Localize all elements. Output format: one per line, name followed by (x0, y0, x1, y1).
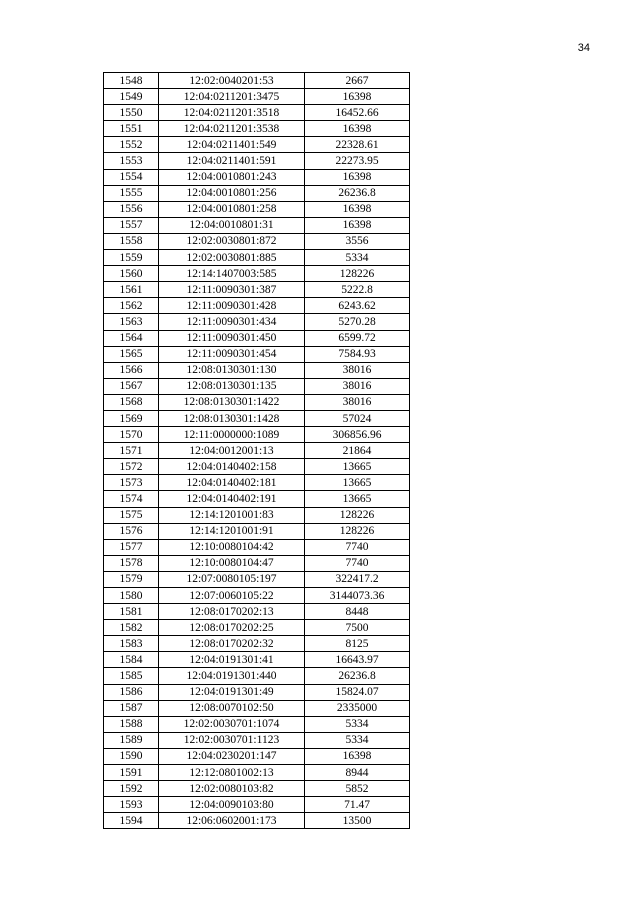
value-cell: 22328.61 (305, 137, 410, 153)
cadastral-number-cell: 12:04:0191301:41 (159, 652, 305, 668)
row-number-cell: 1584 (104, 652, 159, 668)
cadastral-number-cell: 12:04:0191301:49 (159, 684, 305, 700)
value-cell: 8125 (305, 636, 410, 652)
value-cell: 6599.72 (305, 330, 410, 346)
value-cell: 22273.95 (305, 153, 410, 169)
table-row (104, 668, 410, 684)
value-cell: 128226 (305, 266, 410, 282)
cadastral-number-cell: 12:08:0130301:1422 (159, 394, 305, 410)
table-row (104, 620, 410, 636)
cadastral-number-cell: 12:11:0090301:434 (159, 314, 305, 330)
value-cell: 5852 (305, 781, 410, 797)
table-row (104, 346, 410, 362)
row-number-cell: 1558 (104, 233, 159, 249)
value-cell: 13665 (305, 459, 410, 475)
row-number-cell: 1590 (104, 748, 159, 764)
row-number-cell: 1589 (104, 732, 159, 748)
cadastral-number-cell: 12:02:0030801:885 (159, 250, 305, 266)
row-number-cell: 1586 (104, 684, 159, 700)
value-cell: 5270.28 (305, 314, 410, 330)
cadastral-number-cell: 12:04:0211201:3518 (159, 105, 305, 121)
cadastral-number-cell: 12:08:0170202:13 (159, 604, 305, 620)
cadastral-number-cell: 12:02:0040201:53 (159, 73, 305, 89)
table-row (104, 201, 410, 217)
table-row (104, 588, 410, 604)
row-number-cell: 1569 (104, 410, 159, 426)
cadastral-number-cell: 12:04:0191301:440 (159, 668, 305, 684)
row-number-cell: 1554 (104, 169, 159, 185)
row-number-cell: 1591 (104, 765, 159, 781)
row-number-cell: 1587 (104, 700, 159, 716)
cadastral-number-cell: 12:02:0030801:872 (159, 233, 305, 249)
table-row (104, 153, 410, 169)
cadastral-number-cell: 12:11:0000000:1089 (159, 427, 305, 443)
table-row (104, 507, 410, 523)
cadastral-number-cell: 12:04:0010801:256 (159, 185, 305, 201)
row-number-cell: 1559 (104, 250, 159, 266)
value-cell: 306856.96 (305, 427, 410, 443)
row-number-cell: 1566 (104, 362, 159, 378)
cadastral-number-cell: 12:02:0080103:82 (159, 781, 305, 797)
cadastral-number-cell: 12:04:0140402:181 (159, 475, 305, 491)
table-row (104, 282, 410, 298)
table-row (104, 700, 410, 716)
value-cell: 3144073.36 (305, 588, 410, 604)
row-number-cell: 1570 (104, 427, 159, 443)
cadastral-number-cell: 12:06:0602001:173 (159, 813, 305, 829)
row-number-cell: 1592 (104, 781, 159, 797)
row-number-cell: 1593 (104, 797, 159, 813)
row-number-cell: 1550 (104, 105, 159, 121)
table-row (104, 378, 410, 394)
row-number-cell: 1561 (104, 282, 159, 298)
cadastral-number-cell: 12:04:0211201:3538 (159, 121, 305, 137)
row-number-cell: 1582 (104, 620, 159, 636)
table-row (104, 555, 410, 571)
value-cell: 5334 (305, 732, 410, 748)
table-row (104, 121, 410, 137)
cadastral-number-cell: 12:07:0060105:22 (159, 588, 305, 604)
row-number-cell: 1581 (104, 604, 159, 620)
cadastral-number-cell: 12:04:0012001:13 (159, 443, 305, 459)
value-cell: 16398 (305, 121, 410, 137)
row-number-cell: 1576 (104, 523, 159, 539)
value-cell: 16643.97 (305, 652, 410, 668)
table-row (104, 394, 410, 410)
row-number-cell: 1563 (104, 314, 159, 330)
table-row (104, 362, 410, 378)
page-number: 34 (577, 42, 590, 54)
row-number-cell: 1577 (104, 539, 159, 555)
cadastral-number-cell: 12:14:1201001:83 (159, 507, 305, 523)
value-cell: 2335000 (305, 700, 410, 716)
table-row (104, 652, 410, 668)
cadastral-number-cell: 12:04:0211401:549 (159, 137, 305, 153)
table-row (104, 748, 410, 764)
row-number-cell: 1588 (104, 716, 159, 732)
value-cell: 5334 (305, 250, 410, 266)
table-row (104, 410, 410, 426)
value-cell: 128226 (305, 507, 410, 523)
row-number-cell: 1572 (104, 459, 159, 475)
table-row (104, 813, 410, 829)
row-number-cell: 1552 (104, 137, 159, 153)
value-cell: 26236.8 (305, 185, 410, 201)
cadastral-number-cell: 12:12:0801002:13 (159, 765, 305, 781)
table-row (104, 89, 410, 105)
table-row (104, 250, 410, 266)
cadastral-number-cell: 12:14:1407003:585 (159, 266, 305, 282)
cadastral-number-cell: 12:14:1201001:91 (159, 523, 305, 539)
row-number-cell: 1579 (104, 571, 159, 587)
value-cell: 16398 (305, 748, 410, 764)
data-table (103, 72, 410, 829)
table-row (104, 233, 410, 249)
table-row (104, 523, 410, 539)
value-cell: 7740 (305, 555, 410, 571)
value-cell: 16452.66 (305, 105, 410, 121)
value-cell: 13665 (305, 475, 410, 491)
cadastral-number-cell: 12:04:0090103:80 (159, 797, 305, 813)
table-row (104, 330, 410, 346)
table-row (104, 684, 410, 700)
cadastral-number-cell: 12:11:0090301:450 (159, 330, 305, 346)
table-row (104, 459, 410, 475)
value-cell: 26236.8 (305, 668, 410, 684)
value-cell: 71.47 (305, 797, 410, 813)
value-cell: 322417.2 (305, 571, 410, 587)
row-number-cell: 1571 (104, 443, 159, 459)
row-number-cell: 1573 (104, 475, 159, 491)
table-row (104, 636, 410, 652)
table-row (104, 185, 410, 201)
cadastral-number-cell: 12:08:0170202:32 (159, 636, 305, 652)
cadastral-number-cell: 12:11:0090301:454 (159, 346, 305, 362)
cadastral-number-cell: 12:04:0230201:147 (159, 748, 305, 764)
row-number-cell: 1560 (104, 266, 159, 282)
row-number-cell: 1578 (104, 555, 159, 571)
cadastral-number-cell: 12:11:0090301:428 (159, 298, 305, 314)
value-cell: 16398 (305, 217, 410, 233)
table-body (104, 73, 410, 829)
row-number-cell: 1574 (104, 491, 159, 507)
cadastral-number-cell: 12:04:0010801:31 (159, 217, 305, 233)
row-number-cell: 1594 (104, 813, 159, 829)
table-row (104, 732, 410, 748)
cadastral-number-cell: 12:02:0030701:1123 (159, 732, 305, 748)
value-cell: 21864 (305, 443, 410, 459)
cadastral-number-cell: 12:04:0140402:191 (159, 491, 305, 507)
cadastral-number-cell: 12:08:0130301:130 (159, 362, 305, 378)
value-cell: 16398 (305, 201, 410, 217)
value-cell: 7584.93 (305, 346, 410, 362)
value-cell: 8944 (305, 765, 410, 781)
value-cell: 13500 (305, 813, 410, 829)
value-cell: 8448 (305, 604, 410, 620)
table-row (104, 491, 410, 507)
row-number-cell: 1556 (104, 201, 159, 217)
table-row (104, 571, 410, 587)
table-row (104, 266, 410, 282)
cadastral-number-cell: 12:04:0140402:158 (159, 459, 305, 475)
table-row (104, 797, 410, 813)
value-cell: 128226 (305, 523, 410, 539)
row-number-cell: 1583 (104, 636, 159, 652)
value-cell: 7740 (305, 539, 410, 555)
value-cell: 5334 (305, 716, 410, 732)
cadastral-number-cell: 12:10:0080104:42 (159, 539, 305, 555)
row-number-cell: 1557 (104, 217, 159, 233)
table-row (104, 137, 410, 153)
table-row (104, 781, 410, 797)
value-cell: 7500 (305, 620, 410, 636)
table-row (104, 443, 410, 459)
table-row (104, 765, 410, 781)
table-row (104, 73, 410, 89)
value-cell: 2667 (305, 73, 410, 89)
table-row (104, 716, 410, 732)
row-number-cell: 1585 (104, 668, 159, 684)
value-cell: 6243.62 (305, 298, 410, 314)
table-row (104, 217, 410, 233)
value-cell: 3556 (305, 233, 410, 249)
value-cell: 38016 (305, 362, 410, 378)
value-cell: 38016 (305, 378, 410, 394)
cadastral-number-cell: 12:10:0080104:47 (159, 555, 305, 571)
value-cell: 38016 (305, 394, 410, 410)
row-number-cell: 1553 (104, 153, 159, 169)
row-number-cell: 1564 (104, 330, 159, 346)
table-row (104, 475, 410, 491)
cadastral-number-cell: 12:08:0170202:25 (159, 620, 305, 636)
row-number-cell: 1568 (104, 394, 159, 410)
table-row (104, 427, 410, 443)
cadastral-number-cell: 12:04:0211201:3475 (159, 89, 305, 105)
row-number-cell: 1549 (104, 89, 159, 105)
cadastral-number-cell: 12:02:0030701:1074 (159, 716, 305, 732)
row-number-cell: 1580 (104, 588, 159, 604)
cadastral-number-cell: 12:11:0090301:387 (159, 282, 305, 298)
value-cell: 15824.07 (305, 684, 410, 700)
cadastral-number-cell: 12:07:0080105:197 (159, 571, 305, 587)
row-number-cell: 1575 (104, 507, 159, 523)
row-number-cell: 1567 (104, 378, 159, 394)
cadastral-number-cell: 12:04:0211401:591 (159, 153, 305, 169)
value-cell: 5222.8 (305, 282, 410, 298)
value-cell: 57024 (305, 410, 410, 426)
row-number-cell: 1548 (104, 73, 159, 89)
table-row (104, 105, 410, 121)
value-cell: 16398 (305, 169, 410, 185)
value-cell: 13665 (305, 491, 410, 507)
value-cell: 16398 (305, 89, 410, 105)
row-number-cell: 1555 (104, 185, 159, 201)
cadastral-number-cell: 12:08:0130301:135 (159, 378, 305, 394)
cadastral-number-cell: 12:08:0130301:1428 (159, 410, 305, 426)
table-row (104, 314, 410, 330)
table-row (104, 539, 410, 555)
cadastral-number-cell: 12:04:0010801:243 (159, 169, 305, 185)
table-row (104, 298, 410, 314)
cadastral-number-cell: 12:08:0070102:50 (159, 700, 305, 716)
row-number-cell: 1551 (104, 121, 159, 137)
row-number-cell: 1562 (104, 298, 159, 314)
table-row (104, 169, 410, 185)
row-number-cell: 1565 (104, 346, 159, 362)
table-row (104, 604, 410, 620)
cadastral-number-cell: 12:04:0010801:258 (159, 201, 305, 217)
